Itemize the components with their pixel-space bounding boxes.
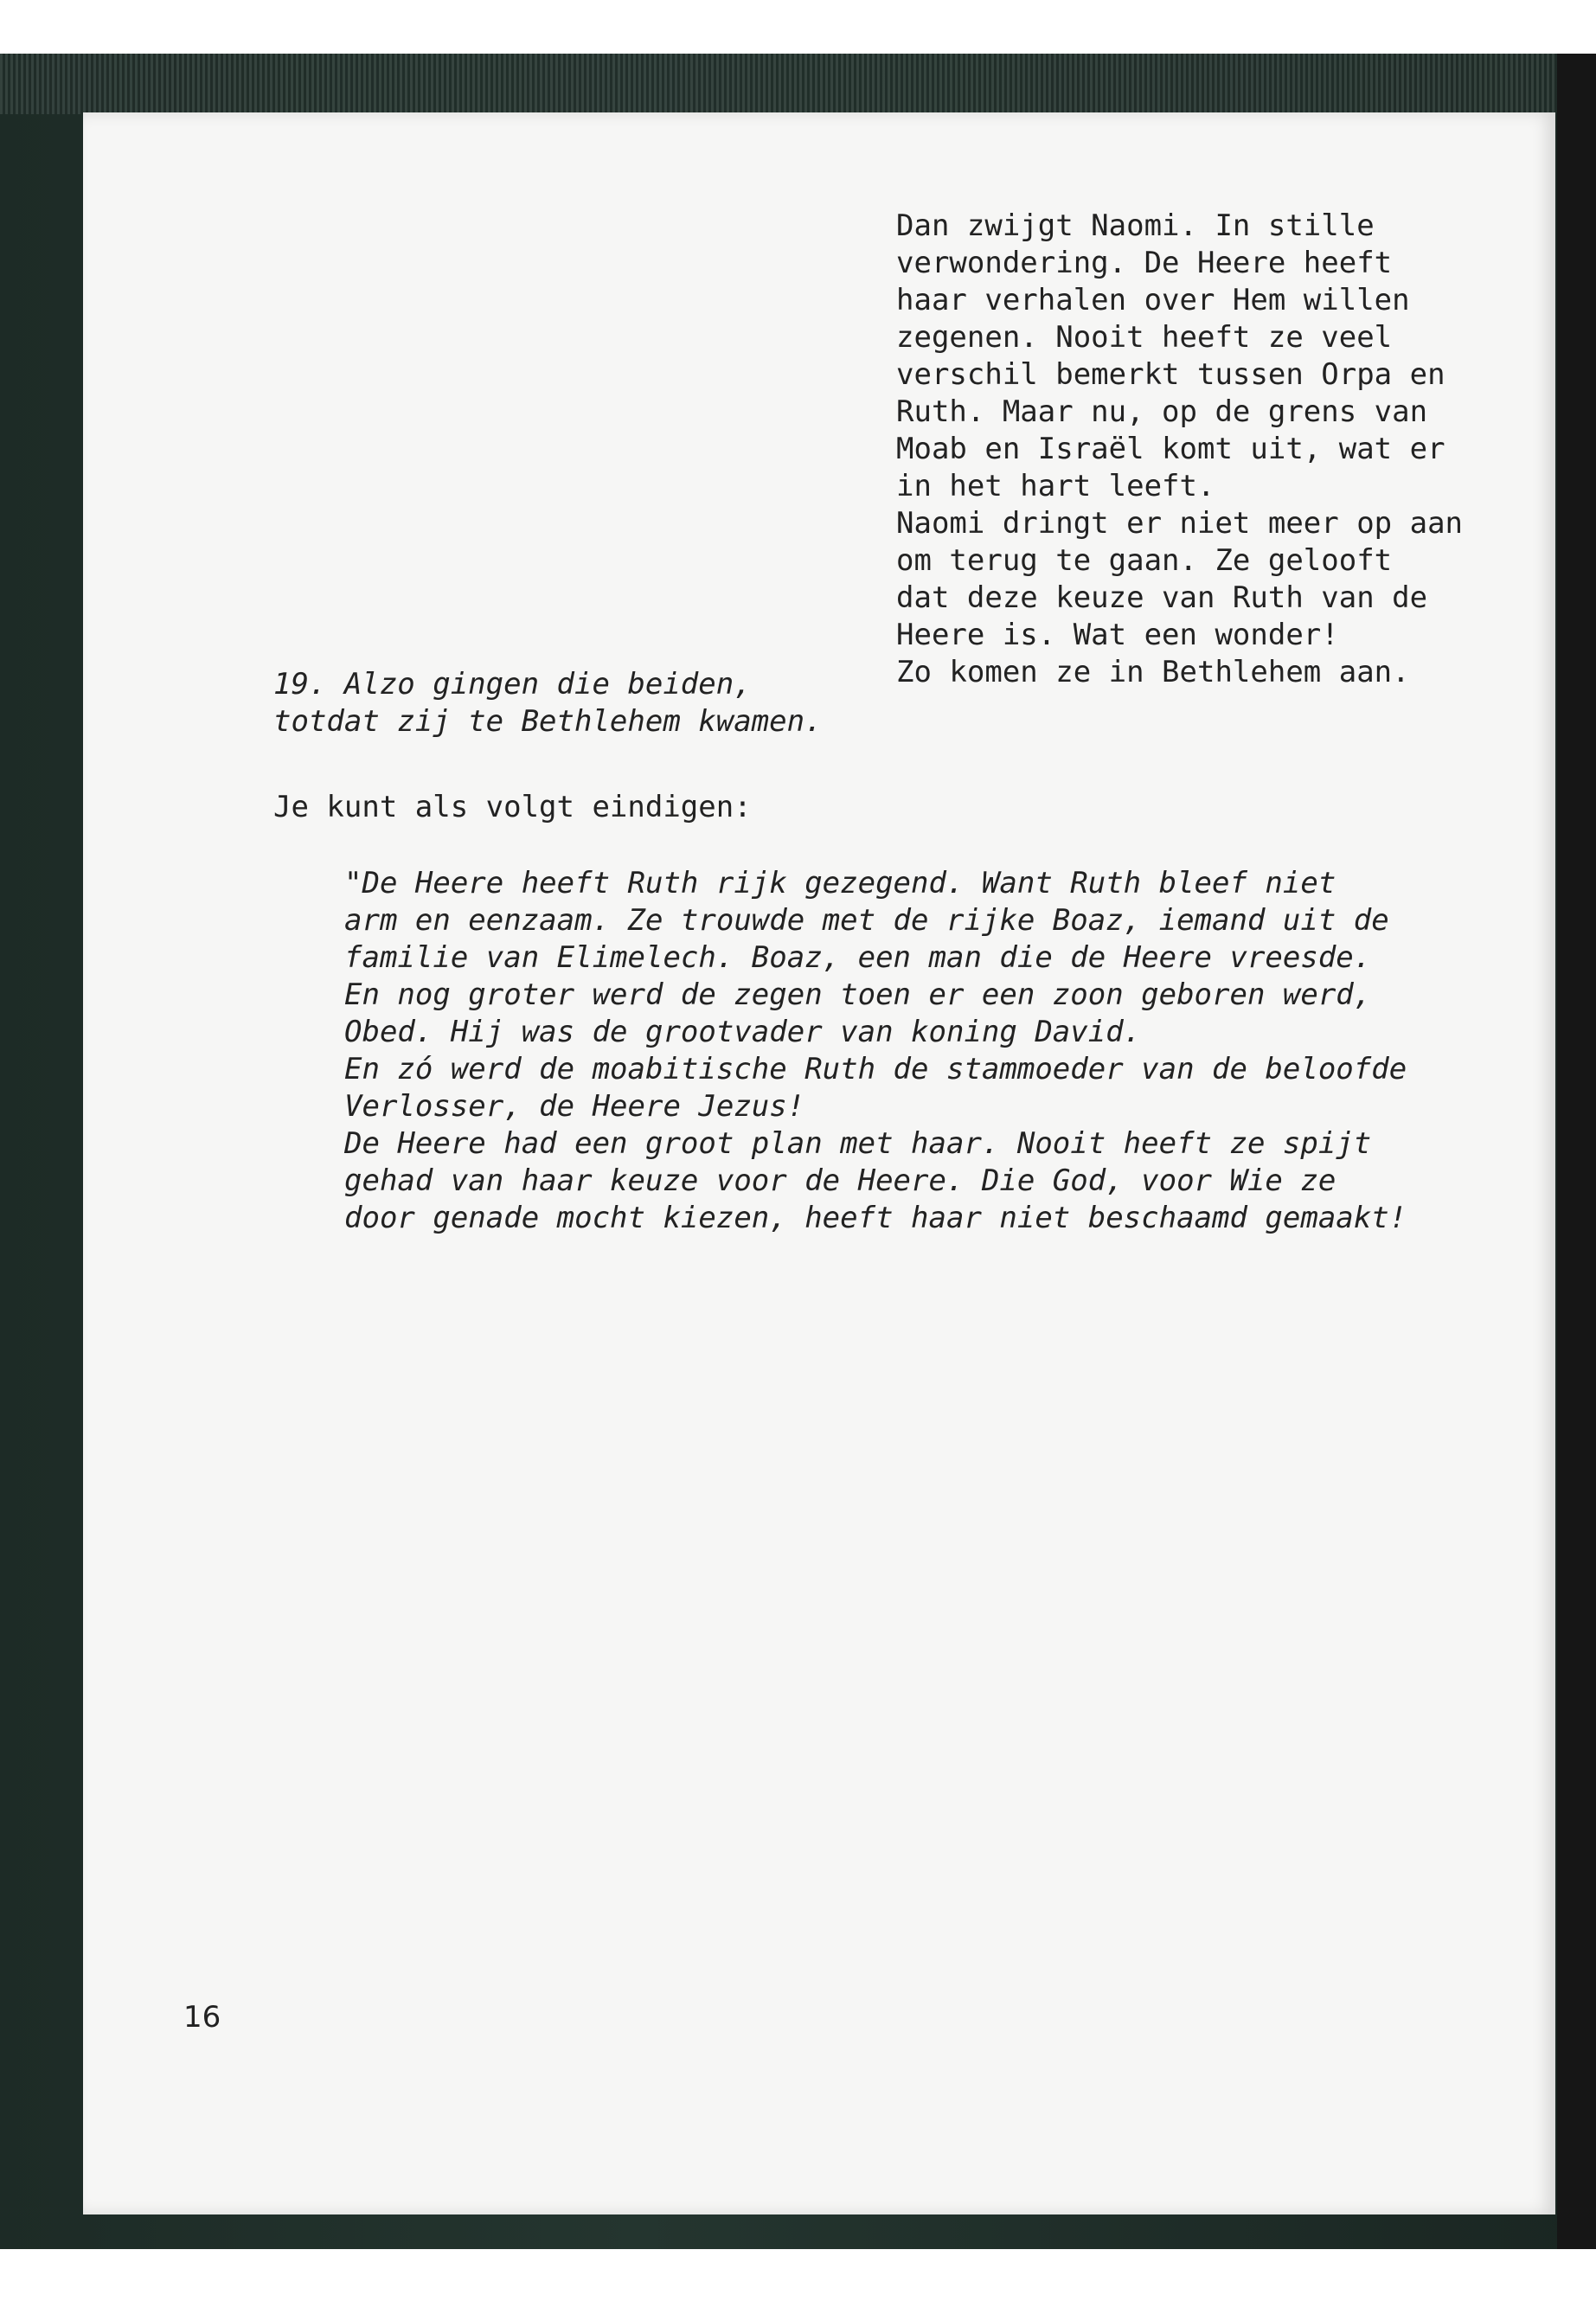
binder-spine [1557, 54, 1596, 2249]
right-line: haar verhalen over Hem willen [896, 283, 1410, 317]
right-line: zegenen. Nooit heeft ze veel [896, 320, 1393, 355]
right-line: om terug te gaan. Ze gelooft [896, 543, 1393, 578]
quote-line: "De Heere heeft Ruth rijk gezegend. Want Ruth bleef niet [344, 866, 1336, 901]
quote-line: En zó werd de moabitische Ruth de stammoeder van de beloofde [344, 1052, 1407, 1086]
quote-line: door genade mocht kiezen, heeft haar niet beschaamd gemaakt! [344, 1201, 1407, 1235]
quote-line: Verlosser, de Heere Jezus! [344, 1089, 805, 1124]
right-line: Naomi dringt er niet meer op aan [896, 506, 1464, 541]
quote-line: En nog groter werd de zegen toen er een zoon geboren werd, [344, 977, 1372, 1012]
right-line: Heere is. Wat een wonder! [896, 618, 1339, 652]
verse-line: 19. Alzo gingen die beiden, [273, 667, 752, 702]
page-number: 16 [183, 2000, 221, 2035]
quote-line: gehad van haar keuze voor de Heere. Die God, voor Wie ze [344, 1163, 1336, 1198]
verse-line: totdat zij te Bethlehem kwamen. [273, 704, 823, 739]
quote-line: arm en eenzaam. Ze trouwde met de rijke Boaz, iemand uit de [344, 903, 1389, 938]
document-page [83, 112, 1555, 2214]
right-line: dat deze keuze van Ruth van de [896, 580, 1428, 615]
closing-intro: Je kunt als volgt eindigen: [273, 790, 752, 824]
closing-quote [344, 865, 1407, 1237]
right-line: verschil bemerkt tussen Orpa en [896, 357, 1445, 392]
right-line: in het hart leeft. [896, 469, 1215, 503]
right-line: Moab en Israël komt uit, wat er [896, 432, 1445, 466]
right-line: Zo komen ze in Bethlehem aan. [896, 655, 1410, 689]
bible-verse [273, 666, 823, 740]
right-column-text [896, 208, 1463, 691]
right-line: Ruth. Maar nu, op de grens van [896, 394, 1428, 429]
quote-line: Obed. Hij was de grootvader van koning David. [344, 1015, 1142, 1049]
quote-line: familie van Elimelech. Boaz, een man die de Heere vreesde. [344, 940, 1372, 975]
right-line: verwondering. De Heere heeft [896, 246, 1393, 280]
binder-edge [0, 54, 1596, 114]
right-line: Dan zwijgt Naomi. In stille [896, 208, 1375, 243]
quote-line: De Heere had een groot plan met haar. Nooit heeft ze spijt [344, 1126, 1372, 1161]
